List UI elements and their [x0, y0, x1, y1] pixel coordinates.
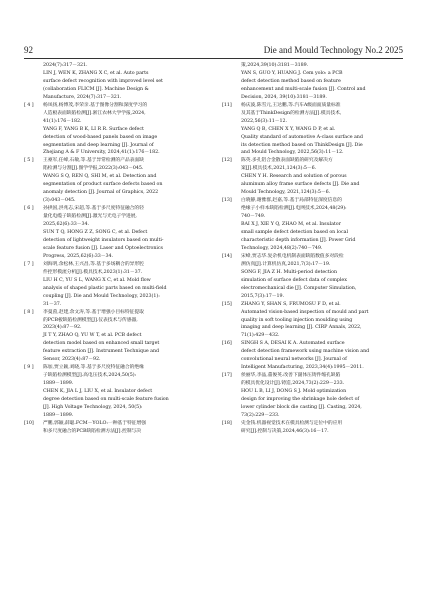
reference-text: 史金钱.机器视觉技术在模具检测与定位中的应用 研究[J].控制与决策,2024,46(3):16－17. — [241, 420, 343, 434]
reference-number: [14] — [222, 253, 232, 259]
reference-entry — [24, 157, 211, 205]
reference-entry — [24, 420, 211, 436]
reference-entry — [24, 62, 211, 102]
reference-entry — [222, 372, 405, 420]
reference-entry — [24, 261, 211, 309]
reference-number: [ 4 ] — [24, 102, 34, 108]
right-column — [222, 62, 405, 436]
header-rule — [24, 58, 403, 59]
reference-text: 孙拱国,洪兆志,宋超,等.基于多尺度特征融合的轻 量化电缆子缺陷检测[J].激光与光电子学进展, 2025,62(6):33－34. SUN T Q, HONG Z Z, SONG C, et al. Defect detection of lightweight insulators based on multi- scale feature fusion [J]. Laser and Optoelectronics Progress, 2025,62(6):33－34. — [43, 206, 164, 259]
reference-number: [16] — [222, 341, 232, 347]
reference-number: [ 7 ] — [24, 261, 34, 267]
reference-text: 白晓静,谢雅群,赵嘉,等.基于局部特征深度信息的 绝缘子小样本缺陷检测[J].电网技术,2024,48(29): 740－749. BAI X J, XIE Y Q, ZHAO M, et al. Insulator small sample defect detection based on local characteristic depth information [J]. Power Grid Technology, 2024,48(2):740－749. — [241, 198, 356, 251]
reference-entry — [24, 205, 211, 261]
reference-number: [ 8 ] — [24, 309, 34, 315]
reference-text: 杨凤扬,杨博茂,李荣亲.基于图像分割和深度学习的 人造板表面缺陷检测[J].浙江农林大学学报,2024, 41(1):176－182. YANG F, YANG B K, LI R R. Surface defect detection of wood-based panels based on image segmentation and deep learning [J]. Journal of Zhejiang A & F University, 2024,41(1):176－182. — [43, 102, 160, 156]
reference-entry — [222, 301, 405, 341]
reference-text: 王豪军,任峰,石敏,等.基于异常检测的产品表面缺 陷检测与分割[J].图学学报,2022(3):043－045. WANG S Q, REN Q, SHI M, et al. Detection and segmentation of product surface defects based on anomaly detection [J]. Journal of Graphics, 2022 (3):043－045. — [43, 158, 163, 204]
reference-entry — [222, 197, 405, 253]
reference-entry — [24, 102, 211, 158]
reference-text: 杨庆波,陈雪元,王达鹏,等.汽车A级面面质量标准 及其基于ThinkDesign的检测方法[J].模具技术, 2022,56(3):11－12. YANG Q B, CHEN X Y, WANG D P, et al. Quality standard of automotive A-class surface and its detection method based on ThinkDesign [J]. Die and Mould Technology, 2022,56(3):11－12. — [241, 102, 363, 156]
reference-entry — [24, 364, 211, 420]
reference-text: 侯丽华,李晶,董俊英.改善下副体压铸件缩孔缺陷 的模具优化设计[J].铸造,2024,73(2):229－233. HOU L B, LI J, DONG S J. Mold optimization design for improving the shrinkage hole defect of lower cylinder block die casting [J]. Casting, 2024, 73(2):229－233. — [241, 373, 362, 418]
journal-title: Die and Mould Technology No.2 2025 — [263, 45, 403, 55]
reference-entry — [222, 253, 405, 301]
reference-number: [18] — [222, 420, 232, 426]
reference-entry — [222, 157, 405, 197]
page-header — [24, 44, 403, 56]
reference-number: [ 5 ] — [24, 158, 34, 164]
reference-number: [17] — [222, 373, 232, 379]
reference-text: 策,2024,39(10):3181－3189. YAN S, GUO Y, HUANG J. Cem yolo: a PCB defect detection method based on feature enhancement and multi-scale fusion [J]. Control and Decision, 2024, 39(10):3181－3189. — [241, 63, 366, 100]
reference-number: [13] — [222, 198, 232, 204]
reference-text: 陈英.多孔铝合金散表面缺陷的研究及解决方 案[J].模具技术,2021,124(3):5－6. CHEN Y H. Research and solution of porous aluminum alloy frame surface defects [J]. Die and Mould Technology, 2021,124(3):5－6. — [241, 158, 360, 196]
reference-text: ZHANG Y, SHAN S, FRUMOSU F D, et al. Automated vision-based inspection of mould and part quality in soft tooling injection moulding using imaging and deep learning [J]. CIRP Annals, 2022, 71(1):429－432. — [241, 301, 369, 339]
reference-number: [12] — [222, 158, 232, 164]
reference-entry — [222, 340, 405, 372]
reference-text: 李曼茵,赵建,余文涛,等.基于增强小目标特征提取 的PCB板缺陷检测模型[J].仪表技术与传感器, 2023(4):87－92. JI T Y, ZHAO Q, YU W T, et al. PCB defect detection model based on enhanced small target feature extraction [J]. Instrument Technique and Sensor, 2023(4):87－92. — [43, 309, 160, 363]
reference-entry — [222, 62, 405, 102]
reference-entry — [222, 420, 405, 436]
reference-text: 严鹏,郭颖,薛聪.FCM－YOLO:一种基于特征增强 和多尺度融合的PCB缺陷检测方法[J].控制与决 — [43, 420, 146, 434]
left-column — [24, 62, 211, 436]
reference-number: [ 6 ] — [24, 206, 34, 212]
reference-text: 刘海明,余松林,王兴昌,等.基于多场耦合的异形腔 件控形模流分析[J].模具技术,2023(1):31－37. LIU H C, YU S L, WANG X C, et al. Mold flow analysis of shaped plastic parts based on multi-field coupling [J]. Die and Mould Technology, 2023(1): 31－37. — [43, 261, 167, 307]
reference-number: [11] — [222, 102, 232, 108]
reference-text: 陈加,贾立颖,刘晓,等.基于多尺度特征融合的绝缘 子缺陷检测模型[J].高电压技术,2024,50(5): 1889－1899. CHEN K, JIA L J, LIU X, et al. Insulator defect degree detection based on multi-scale feature fusion [J]. High Voltage Technology, 2024, 50(5): 1889－1899. — [43, 365, 169, 418]
reference-entry — [24, 309, 211, 365]
reference-number: [15] — [222, 301, 232, 307]
reference-text: 宋峰,贾志华.复杂机电机制表面缺陷数值多对段检 测仿真[J].计算机仿真,2021,7(3):17－19. SONG F, JIA Z H. Multi-period detection simulation of surface defect data of complex electromechanical die [J]. Computer Simulation, 2015,7(3):17－19. — [241, 253, 357, 299]
page-number: 92 — [24, 45, 33, 55]
reference-number: [10] — [24, 420, 34, 426]
reference-number: [ 9 ] — [24, 365, 34, 371]
reference-text: SINGH S A, DESAI K A. Automated surface defect detection framework using machine vision and convolutional neural networks [J]. Journal of Intelligent Manufacturing, 2023,34(4):1995－2011. — [241, 341, 370, 371]
reference-entry — [222, 102, 405, 158]
reference-text: 2024(7):317－321. LIN J, WEN K, ZHANG X C, et al. Auto parts surface defect recognition with improved level set (collaboration FLICM [J]. Machine Design & Manufacture, 2024(7):317－321. — [43, 63, 163, 100]
